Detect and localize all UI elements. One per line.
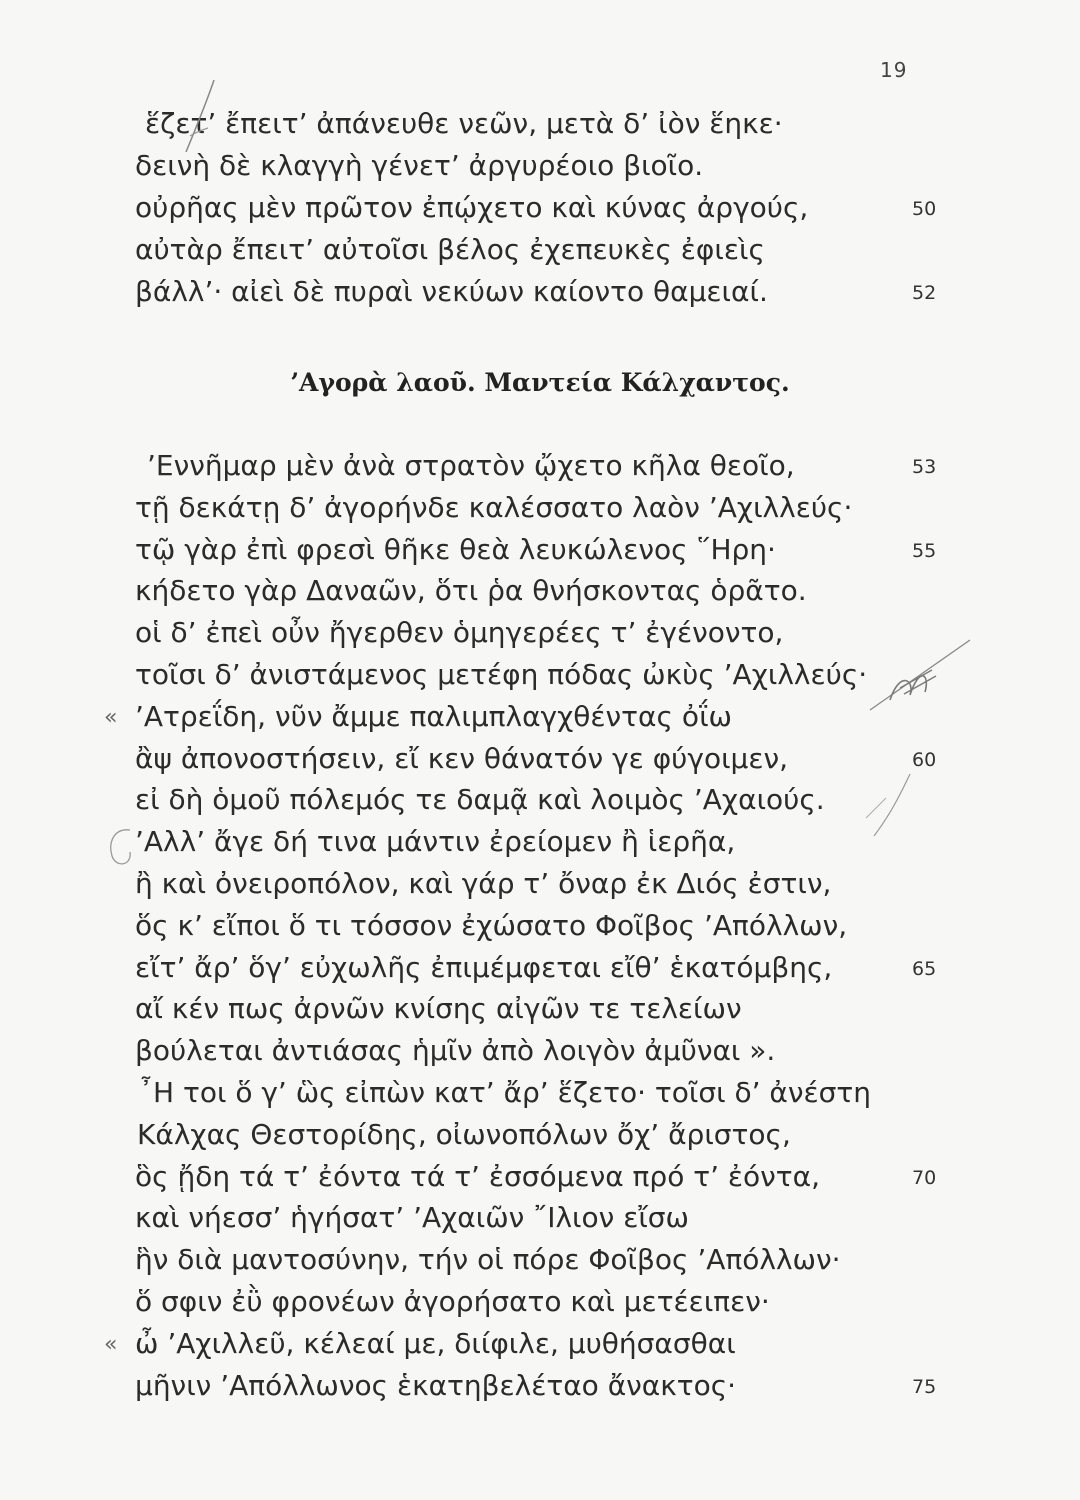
verse-line: δεινὴ δὲ κλαγγὴ γένετ’ ἀργυρέοιο βιοῖο. — [135, 149, 704, 182]
verse-line: εἴτ’ ἄρ’ ὅγ’ εὐχωλῆς ἐπιμέμφεται εἴθ’ ἑκατόμβης, — [135, 950, 833, 984]
verse-line: εἰ δὴ ὁμοῦ πόλεμός τε δαμᾷ καὶ λοιμὸς ’Αχαιούς. — [135, 783, 825, 817]
page-number: 19 — [880, 58, 908, 82]
line-number: 50 — [912, 198, 937, 220]
verse-line: ἂψ ἀπονοστήσειν, εἴ κεν θάνατόν γε φύγοιμεν, — [135, 741, 789, 775]
verse-line: ’Ατρεΐδη, νῦν ἄμμε παλιμπλαγχθέντας ὀΐω — [135, 699, 732, 733]
line-number: 60 — [912, 748, 937, 771]
pencil-scribble-annotation — [860, 630, 980, 720]
quote-mark: « — [104, 1331, 118, 1357]
pencil-slash-annotation — [860, 770, 920, 840]
quote-mark: « — [104, 704, 118, 730]
verse-line: βάλλ’· αἰεὶ δὲ πυραὶ νεκύων καίοντο θαμειαί. — [135, 275, 768, 308]
verse-line: ἢ καὶ ὀνειροπόλον, καὶ γάρ τ’ ὄναρ ἐκ Διός ἐστιν, — [135, 867, 832, 900]
line-number: 52 — [912, 282, 937, 304]
line-number: 53 — [912, 456, 937, 478]
verse-line: μῆνιν ’Απόλλωνος ἑκατηβελέταο ἄνακτος· — [135, 1368, 737, 1402]
pencil-circle-annotation — [102, 822, 142, 872]
verse-line: ἣν διὰ μαντοσύνην, τήν οἱ πόρε Φοῖβος ’Απόλλων· — [135, 1243, 841, 1277]
line-number: 55 — [912, 539, 937, 562]
verse-line: βούλεται ἀντιάσας ἡμῖν ἀπὸ λοιγὸν ἀμῦναι ». — [135, 1034, 776, 1068]
verse-line: Κάλχας Θεστορίδης, οἰωνοπόλων ὄχ’ ἄριστος, — [137, 1117, 791, 1151]
verse-line: τῷ γὰρ ἐπὶ φρεσὶ θῆκε θεὰ λευκώλενος ῞Ηρη· — [135, 532, 776, 566]
verse-line: ὅ σφιν ἐῢ φρονέων ἀγορήσατο καὶ μετέειπεν· — [135, 1285, 770, 1318]
line-number: 75 — [912, 1375, 937, 1398]
verse-line: οἱ δ’ ἐπεὶ οὖν ἤγερθεν ὁμηγερέες τ’ ἐγένοντο, — [135, 616, 784, 650]
verse-line: αὐτὰρ ἔπειτ’ αὐτοῖσι βέλος ἐχεπευκὲς ἐφιεὶς — [135, 233, 765, 266]
verse-line: αἴ κέν πως ἀρνῶν κνίσης αἰγῶν τε τελείων — [135, 992, 742, 1026]
verse-line: ὦ ’Αχιλλεῦ, κέλεαί με, διίφιλε, μυθήσασθαι — [135, 1326, 736, 1360]
verse-line: τῇ δεκάτῃ δ’ ἀγορήνδε καλέσσατο λαὸν ’Αχιλλεύς· — [135, 490, 853, 524]
verse-line: ῏Η τοι ὅ γ’ ὣς εἰπὼν κατ’ ἄρ’ ἕζετο· τοῖσι δ’ ἀνέστη — [139, 1076, 871, 1109]
verse-line: ὅς κ’ εἴποι ὅ τι τόσσον ἐχώσατο Φοῖβος ’Απόλλων, — [135, 908, 848, 942]
verse-line: καὶ νήεσσ’ ἡγήσατ’ ’Αχαιῶν ῎Ιλιον εἴσω — [135, 1201, 689, 1235]
verse-line: ’Εννῆμαρ μὲν ἀνὰ στρατὸν ᾤχετο κῆλα θεοῖο, — [147, 449, 795, 482]
verse-line: τοῖσι δ’ ἀνιστάμενος μετέφη πόδας ὠκὺς ’Αχιλλεύς· — [135, 658, 868, 691]
verse-line: ὃς ᾔδη τά τ’ ἐόντα τά τ’ ἐσσόμενα πρό τ’ ἐόντα, — [135, 1159, 821, 1193]
pencil-slash-annotation — [180, 78, 220, 158]
line-number: 65 — [912, 957, 937, 980]
section-heading: ’Αγορὰ λαοῦ. Μαντεία Κάλχαντος. — [290, 368, 790, 397]
verse-line: ἕζετ’ ἔπειτ’ ἀπάνευθε νεῶν, μετὰ δ’ ἰὸν ἕηκε· — [145, 107, 783, 140]
verse-line: ’Αλλ’ ἄγε δή τινα μάντιν ἐρείομεν ἢ ἱερῆα, — [135, 825, 736, 859]
line-number: 70 — [912, 1166, 937, 1189]
verse-line: οὐρῆας μὲν πρῶτον ἐπῴχετο καὶ κύνας ἀργούς, — [135, 191, 809, 224]
verse-line: κήδετο γὰρ Δαναῶν, ὅτι ῥα θνήσκοντας ὁρᾶτο. — [135, 574, 807, 608]
